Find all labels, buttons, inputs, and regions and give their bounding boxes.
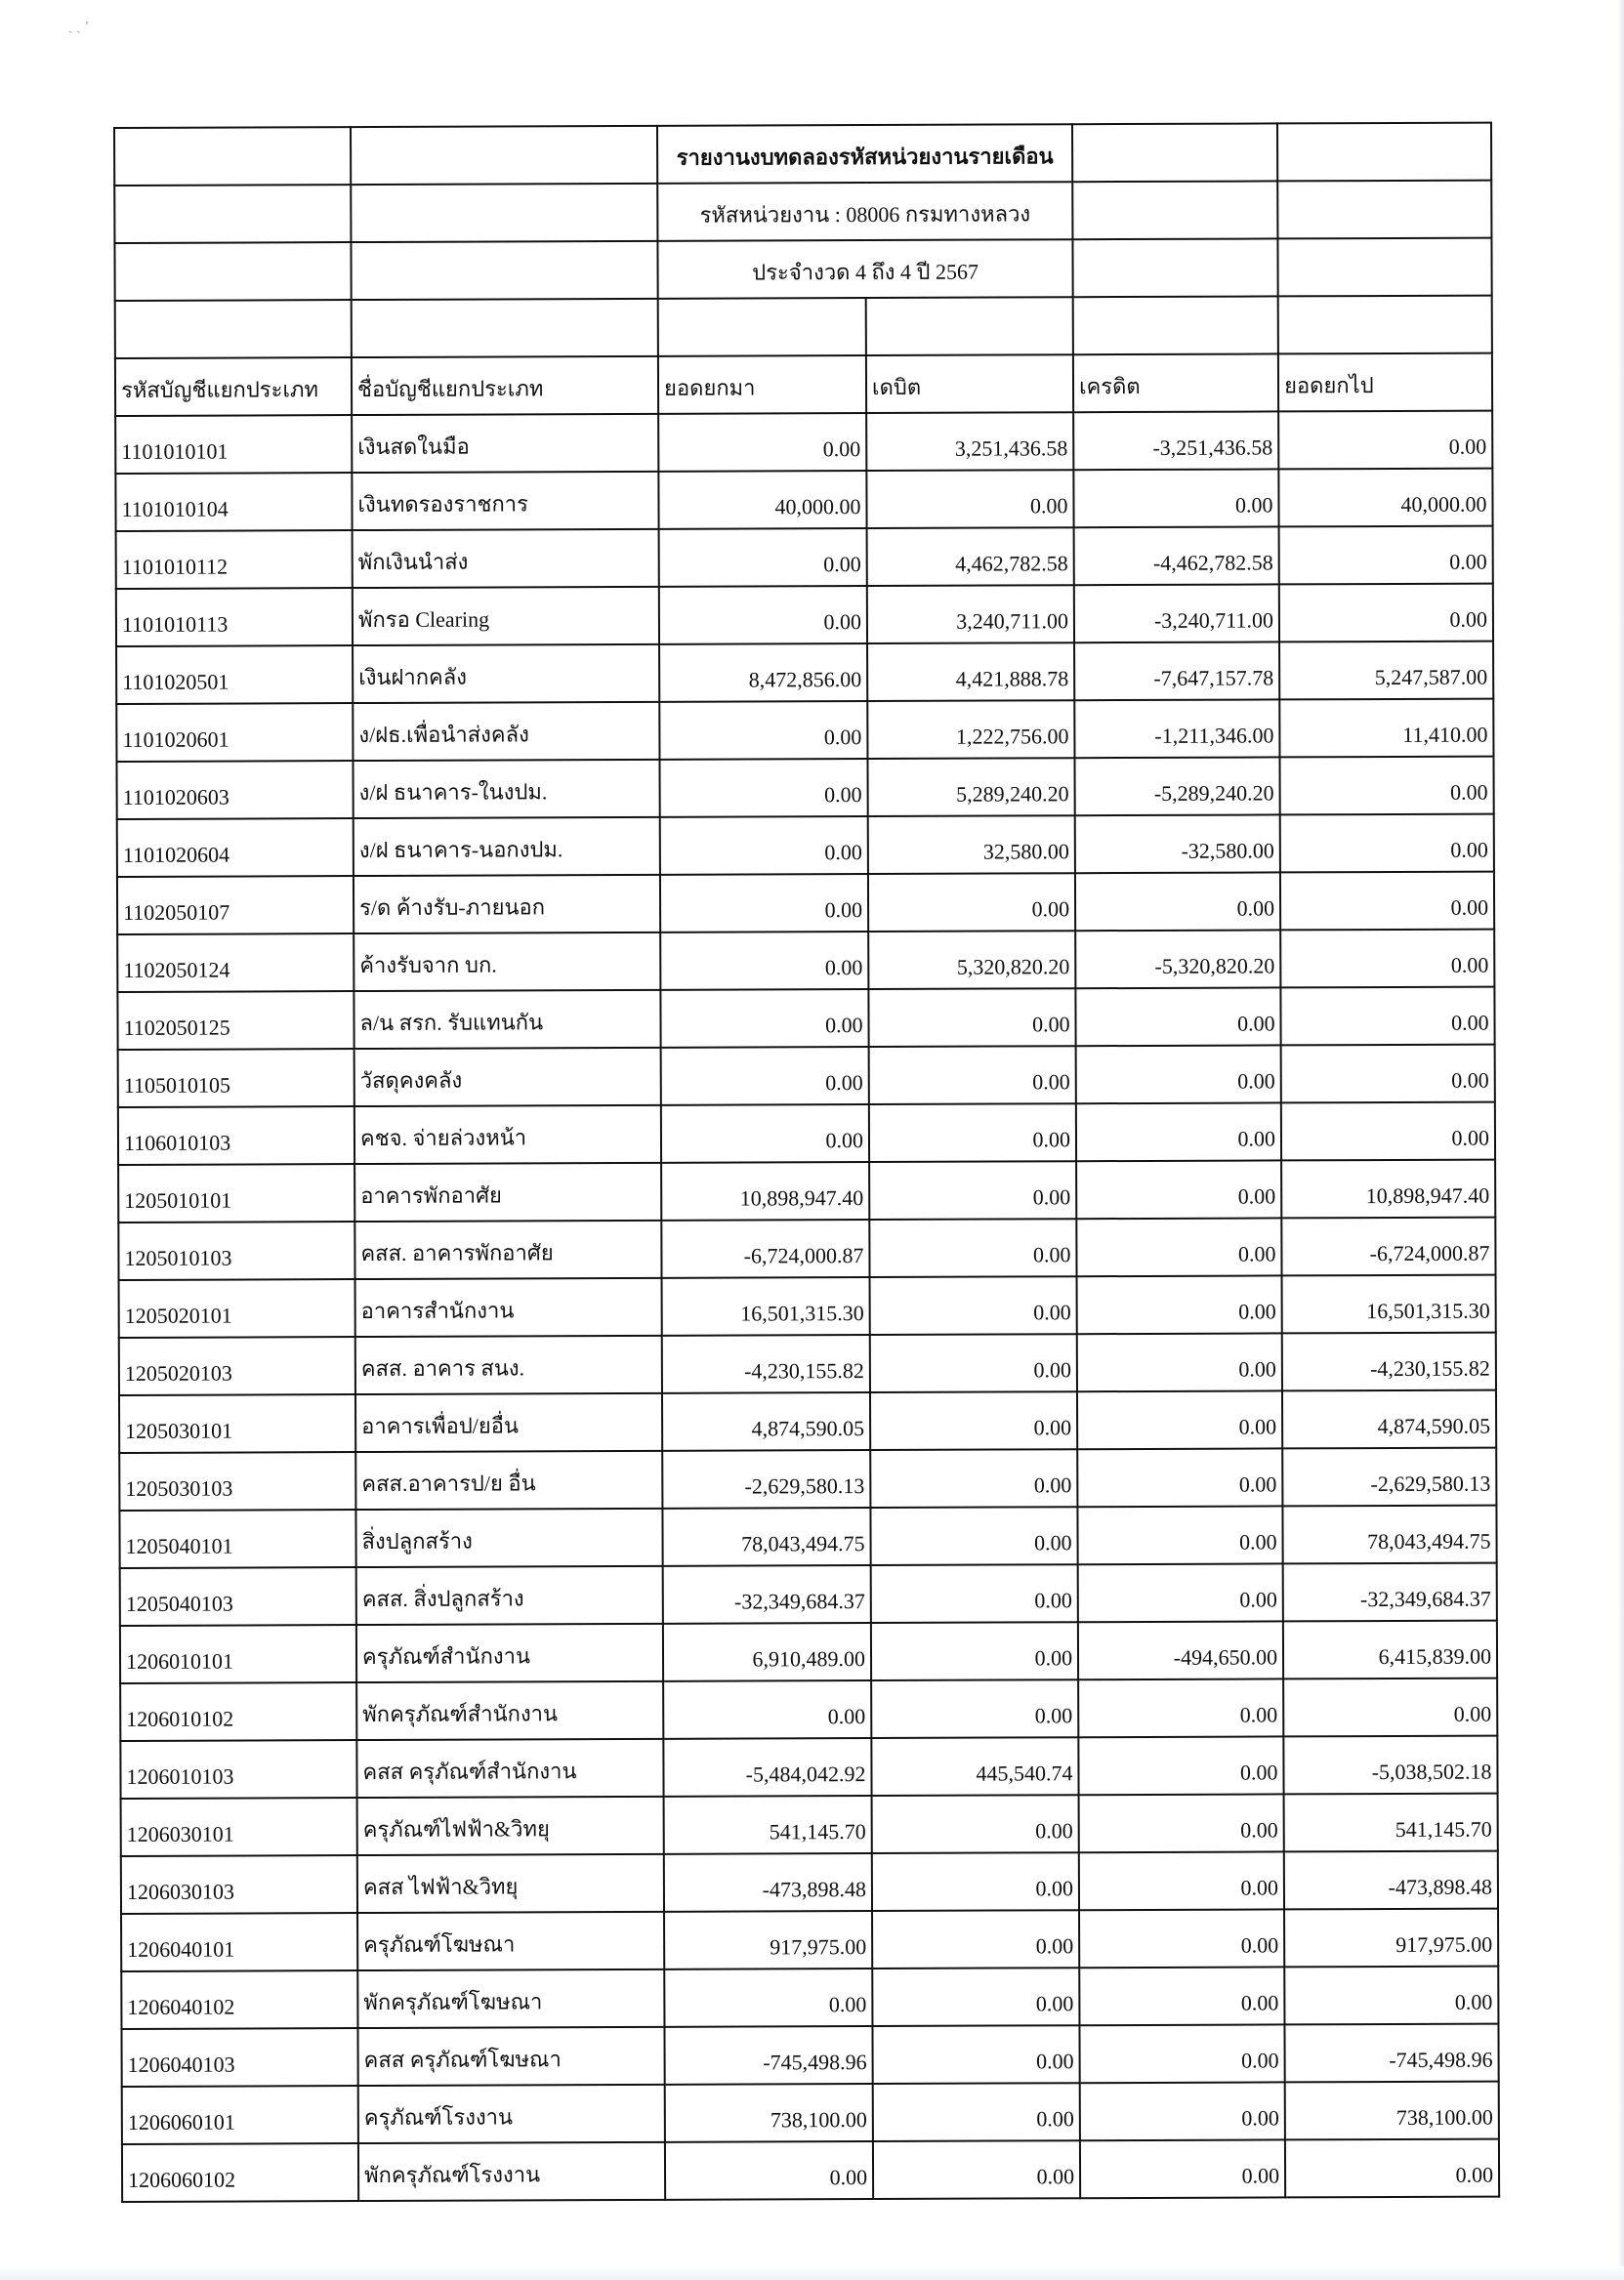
debit-amount: 0.00	[871, 1564, 1078, 1623]
closing-balance: 917,975.00	[1284, 1909, 1498, 1968]
closing-balance: 0.00	[1281, 1045, 1495, 1103]
opening-balance: 0.00	[659, 528, 867, 587]
closing-balance: 0.00	[1280, 814, 1494, 873]
credit-amount: 0.00	[1075, 872, 1280, 931]
account-code: 1102050124	[117, 933, 354, 992]
credit-amount: 0.00	[1075, 987, 1280, 1046]
account-name: คสส. สิ่งปลูกสร้าง	[356, 1566, 663, 1625]
debit-amount: 0.00	[868, 988, 1075, 1047]
closing-balance: -745,498.96	[1284, 2024, 1498, 2083]
table-row	[117, 814, 1494, 877]
title-row	[114, 123, 1491, 186]
account-name: ง/ฝธ.เพื่อนำส่งคลัง	[353, 702, 659, 761]
credit-amount: -5,289,240.20	[1075, 757, 1280, 815]
credit-amount: 0.00	[1077, 1390, 1282, 1449]
period-row	[114, 238, 1491, 301]
table-row	[120, 1563, 1497, 1626]
table-row	[117, 930, 1494, 992]
closing-balance: 6,415,839.00	[1283, 1621, 1497, 1679]
debit-amount: 0.00	[872, 1910, 1079, 1969]
credit-amount: 0.00	[1077, 1448, 1282, 1507]
empty-cell	[352, 299, 658, 357]
credit-amount: 0.00	[1076, 1160, 1281, 1219]
table-row	[116, 526, 1493, 589]
opening-balance: 78,043,494.75	[662, 1508, 870, 1566]
closing-balance: -32,349,684.37	[1283, 1563, 1497, 1622]
closing-balance: 0.00	[1280, 987, 1494, 1046]
table-row	[119, 1390, 1496, 1453]
opening-balance: 6,910,489.00	[663, 1623, 871, 1681]
scan-bottom-shadow	[0, 2266, 1624, 2280]
opening-balance: 0.00	[660, 816, 868, 875]
debit-amount: 0.00	[866, 470, 1073, 528]
closing-balance: 0.00	[1279, 526, 1493, 585]
debit-amount: 0.00	[872, 1795, 1079, 1853]
closing-balance: 10,898,947.40	[1281, 1160, 1495, 1219]
account-code: 1206030103	[121, 1855, 357, 1914]
empty-cell	[351, 126, 657, 185]
column-header-code: รหัสบัญชีแยกประเภท	[115, 357, 352, 416]
account-name: อาคารสำนักงาน	[355, 1278, 662, 1337]
period-line: ประจำงวด 4 ถึง 4 ปี 2567	[657, 239, 1072, 299]
table-row	[121, 1967, 1498, 2029]
table-row	[119, 1275, 1496, 1338]
opening-balance: 0.00	[660, 989, 868, 1048]
account-name: คสส ครุภัณฑ์โฆษณา	[357, 2027, 664, 2086]
account-code: 1101020601	[116, 703, 353, 762]
empty-cell	[1072, 123, 1277, 182]
table-row	[115, 469, 1492, 531]
opening-balance: 917,975.00	[664, 1911, 872, 1969]
opening-balance: 40,000.00	[658, 471, 866, 529]
credit-amount: -7,647,157.78	[1074, 642, 1279, 700]
account-code: 1206010102	[120, 1682, 356, 1741]
closing-balance: 0.00	[1283, 1679, 1497, 1737]
credit-amount: 0.00	[1076, 1045, 1281, 1103]
account-name: เงินสดในมือ	[352, 414, 658, 473]
closing-balance: 0.00	[1285, 2139, 1499, 2198]
debit-amount: 0.00	[872, 1852, 1079, 1911]
empty-cell	[1277, 181, 1491, 239]
table-row	[118, 1160, 1495, 1223]
opening-balance: 541,145.70	[664, 1796, 872, 1854]
account-name: คสส.อาคารป/ย อื่น	[355, 1451, 662, 1510]
account-name: พักครุภัณฑ์โรงงาน	[358, 2142, 665, 2201]
closing-balance: 0.00	[1279, 584, 1493, 643]
account-code: 1101020603	[116, 761, 353, 819]
table-row	[118, 1218, 1495, 1280]
account-code: 1205010101	[118, 1164, 354, 1223]
opening-balance: -473,898.48	[664, 1853, 872, 1912]
account-code: 1206030101	[121, 1798, 357, 1856]
account-code: 1205040101	[119, 1510, 355, 1568]
credit-amount: 0.00	[1077, 1275, 1282, 1334]
table-row	[116, 699, 1493, 762]
table-row	[117, 987, 1494, 1050]
closing-balance: 16,501,315.30	[1282, 1275, 1496, 1334]
column-header-credit: เครดิต	[1073, 353, 1278, 412]
debit-amount: 4,421,888.78	[867, 643, 1074, 701]
opening-balance: 0.00	[660, 874, 868, 933]
empty-cell	[866, 297, 1073, 355]
credit-amount: -494,650.00	[1078, 1621, 1283, 1679]
account-name: ง/ฝ ธนาคาร-ในงปม.	[353, 760, 659, 818]
debit-amount: 0.00	[871, 1622, 1078, 1680]
credit-amount: 0.00	[1079, 1967, 1284, 2025]
account-name: ง/ฝ ธนาคาร-นอกงปม.	[354, 817, 660, 876]
opening-balance: -745,498.96	[664, 2026, 872, 2085]
debit-amount: 32,580.00	[868, 815, 1075, 874]
empty-cell	[351, 184, 657, 242]
credit-amount: -3,240,711.00	[1074, 584, 1279, 643]
account-code: 1105010105	[118, 1049, 354, 1107]
closing-balance: 0.00	[1278, 411, 1492, 470]
debit-amount: 0.00	[870, 1334, 1077, 1392]
account-code: 1205040103	[120, 1567, 356, 1626]
account-name: เงินฝากคลัง	[353, 644, 659, 703]
opening-balance: 8,472,856.00	[659, 643, 867, 702]
closing-balance: -4,230,155.82	[1282, 1333, 1496, 1391]
account-code: 1206040101	[121, 1913, 357, 1971]
account-name: ครุภัณฑ์ไฟฟ้า&วิทยุ	[357, 1797, 664, 1855]
empty-cell	[658, 298, 866, 356]
account-name: พักรอ Clearing	[353, 587, 659, 645]
account-code: 1205030103	[119, 1452, 355, 1511]
table-row	[120, 1679, 1497, 1741]
closing-balance: 0.00	[1280, 872, 1494, 931]
table-row	[115, 411, 1492, 474]
account-name: คสส ไฟฟ้า&วิทยุ	[357, 1854, 664, 1913]
closing-balance: 0.00	[1284, 1967, 1498, 2025]
unit-line: รหัสหน่วยงาน : 08006 กรมทางหลวง	[657, 182, 1072, 241]
account-code: 1205020103	[119, 1337, 355, 1395]
opening-balance: 0.00	[659, 586, 867, 644]
closing-balance: 40,000.00	[1278, 469, 1492, 527]
account-name: ร/ด ค้างรับ-ภายนอก	[354, 875, 660, 933]
account-name: คสส ครุภัณฑ์สำนักงาน	[356, 1739, 663, 1798]
account-code: 1101010101	[115, 415, 352, 474]
opening-balance: 16,501,315.30	[662, 1277, 870, 1336]
credit-amount: -3,251,436.58	[1073, 411, 1278, 470]
closing-balance: 738,100.00	[1285, 2082, 1499, 2140]
credit-amount: 0.00	[1079, 1794, 1284, 1852]
debit-amount: 3,240,711.00	[867, 585, 1074, 643]
table-row	[122, 2139, 1499, 2202]
account-name: พักครุภัณฑ์สำนักงาน	[356, 1681, 663, 1740]
column-header-debit: เดบิต	[866, 354, 1073, 413]
debit-amount: 0.00	[872, 2025, 1079, 2084]
debit-amount: 0.00	[869, 1161, 1076, 1220]
credit-amount: 0.00	[1079, 2024, 1284, 2083]
credit-amount: 0.00	[1078, 1736, 1283, 1795]
empty-cell	[1072, 181, 1277, 239]
debit-amount: 0.00	[869, 1103, 1076, 1162]
closing-balance: 0.00	[1280, 930, 1494, 988]
closing-balance: 11,410.00	[1279, 699, 1493, 758]
report-title: รายงานงบทดลองรหัสหน่วยงานรายเดือน	[657, 124, 1072, 184]
column-header-name: ชื่อบัญชีแยกประเภท	[352, 356, 658, 415]
account-code: 1206040102	[121, 1970, 357, 2029]
account-name: ล/น สรก. รับแทนกัน	[354, 990, 660, 1049]
empty-cell	[1073, 296, 1278, 354]
opening-balance: 0.00	[660, 932, 868, 990]
table-row	[122, 2082, 1499, 2144]
opening-balance: 0.00	[665, 2141, 873, 2200]
credit-amount: 0.00	[1079, 1909, 1284, 1968]
account-code: 1205010103	[118, 1222, 354, 1280]
closing-balance: -473,898.48	[1284, 1851, 1498, 1910]
closing-balance: -5,038,502.18	[1283, 1736, 1497, 1795]
account-code: 1206010101	[120, 1625, 356, 1683]
table-row	[118, 1045, 1495, 1107]
credit-amount: 0.00	[1073, 469, 1278, 527]
debit-amount: 5,289,240.20	[867, 758, 1074, 816]
credit-amount: 0.00	[1076, 1218, 1281, 1276]
closing-balance: -2,629,580.13	[1282, 1448, 1496, 1507]
closing-balance: 78,043,494.75	[1282, 1506, 1496, 1564]
debit-amount: 0.00	[869, 1046, 1076, 1104]
account-name: ค้างรับจาก บก.	[354, 933, 660, 991]
account-code: 1101010112	[116, 530, 353, 589]
account-name: คชจ. จ่ายล่วงหน้า	[354, 1105, 661, 1164]
empty-cell	[351, 241, 657, 300]
opening-balance: 738,100.00	[665, 2084, 873, 2142]
opening-balance: 10,898,947.40	[661, 1162, 869, 1221]
account-code: 1206060102	[122, 2143, 358, 2202]
table-row	[121, 1851, 1498, 1914]
account-code: 1102050125	[117, 991, 354, 1050]
account-name: ครุภัณฑ์สำนักงาน	[356, 1624, 663, 1682]
empty-cell	[114, 242, 351, 301]
credit-amount: -5,320,820.20	[1075, 930, 1280, 988]
debit-amount: 0.00	[873, 2140, 1080, 2199]
debit-amount: 0.00	[871, 1679, 1078, 1738]
column-header-closing: ยอดยกไป	[1278, 353, 1492, 412]
opening-balance: -4,230,155.82	[662, 1335, 870, 1393]
account-code: 1206010103	[120, 1740, 356, 1799]
credit-amount: 0.00	[1080, 2082, 1285, 2140]
debit-amount: 0.00	[870, 1507, 1077, 1565]
credit-amount: -32,580.00	[1075, 814, 1280, 873]
table-row	[117, 872, 1494, 934]
opening-balance: -5,484,042.92	[663, 1738, 871, 1797]
account-name: วัสดุคงคลัง	[354, 1048, 661, 1106]
scan-artifact-mark: ˎ ˏ ʼ	[68, 20, 89, 34]
account-code: 1205030101	[119, 1394, 355, 1453]
credit-amount: 0.00	[1080, 2139, 1285, 2198]
column-header-opening: ยอดยกมา	[658, 355, 866, 414]
account-code: 1101020501	[116, 645, 353, 704]
debit-amount: 0.00	[873, 2083, 1080, 2141]
unit-row	[114, 181, 1491, 243]
account-code: 1206040103	[121, 2028, 357, 2087]
credit-amount: 0.00	[1077, 1506, 1282, 1564]
credit-amount: 0.00	[1076, 1102, 1281, 1161]
empty-cell	[115, 300, 352, 358]
credit-amount: -4,462,782.58	[1074, 526, 1279, 585]
credit-amount: 0.00	[1078, 1679, 1283, 1737]
closing-balance: 0.00	[1280, 757, 1494, 815]
account-code: 1206060101	[122, 2086, 358, 2144]
opening-balance: 0.00	[658, 413, 866, 472]
account-name: พักเงินนำส่ง	[353, 529, 659, 588]
account-code: 1101010104	[115, 473, 352, 531]
account-code: 1205020101	[119, 1279, 355, 1338]
table-row	[120, 1736, 1497, 1799]
account-code: 1106010103	[118, 1106, 354, 1165]
debit-amount: 0.00	[870, 1449, 1077, 1508]
debit-amount: 0.00	[869, 1219, 1076, 1277]
opening-balance: -32,349,684.37	[663, 1565, 871, 1624]
opening-balance: 0.00	[664, 1969, 872, 2027]
opening-balance: 0.00	[661, 1047, 869, 1105]
account-name: ครุภัณฑ์โรงงาน	[358, 2085, 665, 2143]
column-header-row	[115, 353, 1492, 416]
account-name: คสส. อาคารพักอาศัย	[354, 1221, 661, 1279]
empty-cell	[1277, 238, 1491, 297]
closing-balance: 4,874,590.05	[1282, 1390, 1496, 1449]
account-code: 1102050107	[117, 876, 354, 934]
debit-amount: 445,540.74	[871, 1737, 1078, 1796]
account-code: 1101020604	[117, 818, 354, 877]
debit-amount: 1,222,756.00	[867, 700, 1074, 759]
account-code: 1101010113	[116, 588, 353, 646]
table-row	[121, 2024, 1498, 2087]
closing-balance: 541,145.70	[1284, 1794, 1498, 1852]
debit-amount: 0.00	[868, 873, 1075, 932]
table-row	[116, 584, 1493, 646]
table-row	[121, 1794, 1498, 1856]
account-name: อาคารพักอาศัย	[354, 1163, 661, 1222]
scan-edge-shadow	[1618, 0, 1624, 2280]
table-row	[118, 1102, 1495, 1165]
empty-cell	[1072, 238, 1277, 297]
closing-balance: 5,247,587.00	[1279, 642, 1493, 700]
credit-amount: 0.00	[1078, 1563, 1283, 1622]
opening-balance: 0.00	[661, 1104, 869, 1163]
empty-cell	[1277, 123, 1491, 182]
opening-balance: 0.00	[659, 701, 867, 760]
empty-cell	[114, 127, 351, 186]
debit-amount: 0.00	[870, 1391, 1077, 1450]
closing-balance: -6,724,000.87	[1281, 1218, 1495, 1276]
account-name: คสส. อาคาร สนง.	[355, 1336, 662, 1394]
debit-amount: 0.00	[872, 1968, 1079, 2026]
opening-balance: 0.00	[663, 1680, 871, 1739]
table-row	[120, 1621, 1497, 1683]
empty-cell	[1278, 296, 1492, 354]
account-name: อาคารเพื่อป/ยอื่น	[355, 1393, 662, 1452]
account-name: พักครุภัณฑ์โฆษณา	[357, 1969, 664, 2028]
table-row	[121, 1909, 1498, 1971]
debit-amount: 3,251,436.58	[866, 412, 1073, 471]
table-row	[116, 757, 1493, 819]
credit-amount: -1,211,346.00	[1074, 699, 1279, 758]
credit-amount: 0.00	[1077, 1333, 1282, 1391]
opening-balance: -6,724,000.87	[661, 1220, 869, 1278]
closing-balance: 0.00	[1281, 1102, 1495, 1161]
opening-balance: 0.00	[659, 759, 867, 817]
account-name: สิ่งปลูกสร้าง	[355, 1509, 662, 1567]
trial-balance-table	[113, 122, 1500, 2203]
debit-amount: 5,320,820.20	[868, 931, 1075, 989]
table-row	[119, 1448, 1496, 1511]
debit-amount: 0.00	[870, 1276, 1077, 1335]
account-name: เงินทดรองราชการ	[352, 472, 658, 530]
credit-amount: 0.00	[1079, 1851, 1284, 1910]
debit-amount: 4,462,782.58	[867, 527, 1074, 586]
table-row	[119, 1506, 1496, 1568]
table-row	[116, 642, 1493, 704]
opening-balance: 4,874,590.05	[662, 1392, 870, 1451]
empty-cell	[114, 185, 351, 243]
account-name: ครุภัณฑ์โฆษณา	[357, 1912, 664, 1970]
table-row	[119, 1333, 1496, 1395]
blank-row	[115, 296, 1492, 358]
opening-balance: -2,629,580.13	[662, 1450, 870, 1509]
